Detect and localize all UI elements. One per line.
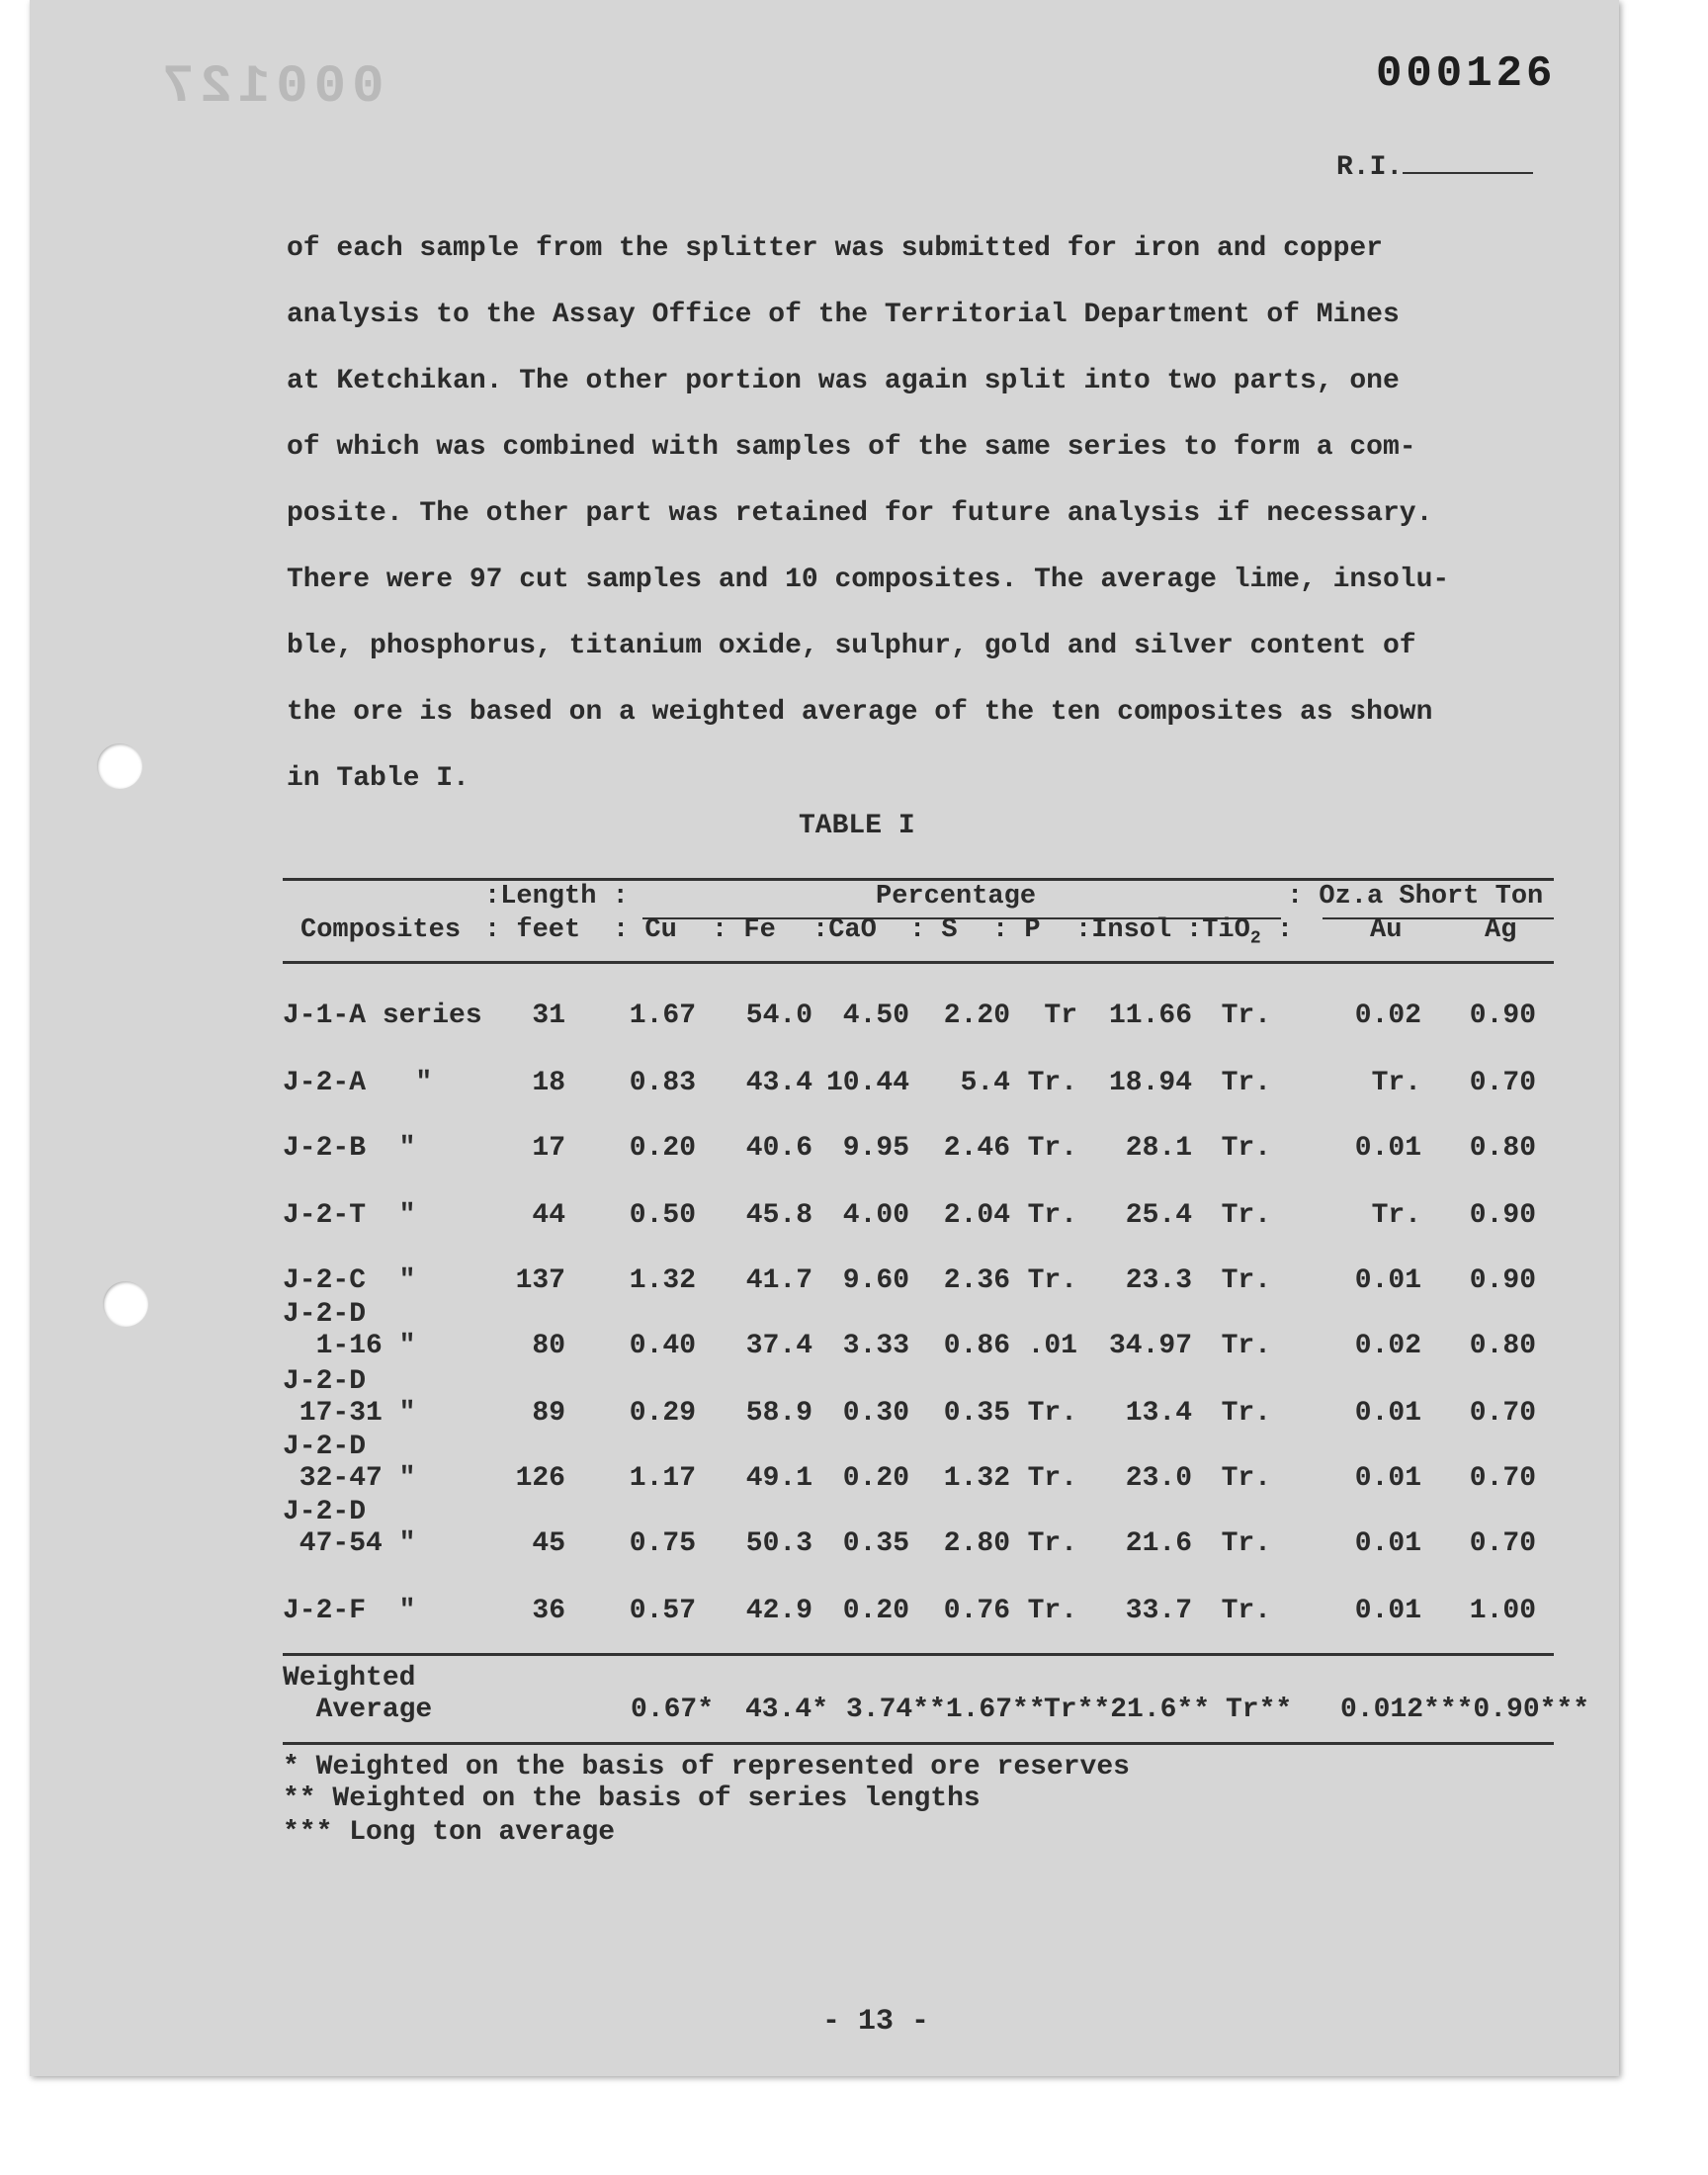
cell-cao: 3.33 — [842, 1331, 909, 1361]
weighted-au-ag: 0.012***0.90*** — [1340, 1695, 1590, 1725]
header-au: Au — [1370, 915, 1403, 945]
cell-p: Tr — [1044, 1000, 1077, 1031]
cell-fe: 37.4 — [745, 1331, 812, 1361]
header-percentage: Percentage — [876, 882, 1037, 912]
row-name: 47-54 " — [283, 1528, 416, 1559]
body-line: the ore is based on a weighted average of the ten composites as shown — [287, 697, 1433, 728]
cell-p: Tr. — [1027, 1596, 1077, 1626]
cell-ag: 0.70 — [1469, 1398, 1536, 1429]
cell-tio2: Tr. — [1221, 1200, 1271, 1231]
ri-blank-line — [1403, 150, 1533, 174]
cell-insol: 23.3 — [1125, 1265, 1192, 1296]
cell-cu: 0.29 — [629, 1398, 696, 1429]
cell-ag: 1.00 — [1469, 1596, 1536, 1626]
cell-length: 36 — [532, 1596, 565, 1626]
cell-ag: 0.90 — [1469, 1265, 1536, 1296]
cell-s: 0.86 — [943, 1331, 1010, 1361]
cell-insol: 23.0 — [1125, 1463, 1192, 1494]
cell-tio2: Tr. — [1221, 1528, 1271, 1559]
row-name: J-2-F " — [283, 1596, 416, 1626]
cell-cu: 0.20 — [629, 1133, 696, 1164]
cell-tio2: Tr. — [1221, 1265, 1271, 1296]
cell-s: 1.32 — [943, 1463, 1010, 1494]
body-line: of which was combined with samples of the same series to form a com- — [287, 432, 1416, 463]
cell-ag: 0.90 — [1469, 1200, 1536, 1231]
cell-cao: 10.44 — [825, 1068, 909, 1098]
cell-fe: 54.0 — [745, 1000, 812, 1031]
cell-cu: 0.75 — [629, 1528, 696, 1559]
cell-ag: 0.70 — [1469, 1068, 1536, 1098]
cell-length: 45 — [532, 1528, 565, 1559]
cell-cu: 0.83 — [629, 1068, 696, 1098]
cell-s: 0.76 — [943, 1596, 1010, 1626]
body-line: There were 97 cut samples and 10 composites. The average lime, insolu- — [287, 565, 1450, 595]
cell-cao: 0.20 — [842, 1596, 909, 1626]
cell-length: 17 — [532, 1133, 565, 1164]
row-name: J-2-T " — [283, 1200, 416, 1231]
cell-insol: 25.4 — [1125, 1200, 1192, 1231]
header-s: : S — [909, 915, 958, 945]
document-number: 000126 — [1376, 49, 1557, 99]
cell-ag: 0.70 — [1469, 1528, 1536, 1559]
row-name-top: J-2-D — [283, 1299, 367, 1330]
row-name: 32-47 " — [283, 1463, 416, 1494]
cell-au: 0.01 — [1354, 1133, 1421, 1164]
weighted-top-rule — [283, 1653, 1554, 1656]
page-footer-number: - 13 - — [822, 2005, 930, 2039]
cell-p: Tr. — [1027, 1068, 1077, 1098]
cell-cao: 9.60 — [842, 1265, 909, 1296]
cell-tio2: Tr. — [1221, 1000, 1271, 1031]
cell-cao: 0.35 — [842, 1528, 909, 1559]
cell-insol: 13.4 — [1125, 1398, 1192, 1429]
cell-p: Tr. — [1027, 1398, 1077, 1429]
cell-au: 0.01 — [1354, 1528, 1421, 1559]
cell-s: 2.04 — [943, 1200, 1010, 1231]
cell-fe: 50.3 — [745, 1528, 812, 1559]
header-cu: : Cu — [613, 915, 677, 945]
header-oz-short-ton: : Oz.a Short Ton — [1287, 882, 1544, 912]
cell-length: 126 — [515, 1463, 565, 1494]
cell-cu: 1.17 — [629, 1463, 696, 1494]
header-length: :Length : — [484, 882, 629, 912]
cell-fe: 58.9 — [745, 1398, 812, 1429]
cell-s: 2.20 — [943, 1000, 1010, 1031]
header-p: : P — [992, 915, 1041, 945]
row-name: 17-31 " — [283, 1398, 416, 1429]
cell-p: Tr. — [1027, 1200, 1077, 1231]
row-name-top: J-2-D — [283, 1432, 367, 1462]
oz-underline — [1323, 917, 1554, 919]
row-name: J-2-B " — [283, 1133, 416, 1164]
row-name: J-2-C " — [283, 1265, 416, 1296]
header-insol: :Insol — [1075, 915, 1172, 945]
body-line: in Table I. — [287, 763, 470, 794]
body-paragraph — [287, 216, 1473, 812]
weighted-tio2: Tr** — [1226, 1695, 1293, 1725]
cell-s: 2.46 — [943, 1133, 1010, 1164]
cell-cu: 0.57 — [629, 1596, 696, 1626]
cell-length: 137 — [515, 1265, 565, 1296]
footnote: ** Weighted on the basis of series lengths — [283, 1784, 981, 1814]
cell-au: 0.02 — [1354, 1331, 1421, 1361]
body-line: at Ketchikan. The other portion was again split into two parts, one — [287, 366, 1400, 396]
row-name: J-2-A " — [283, 1068, 433, 1098]
cell-cao: 0.30 — [842, 1398, 909, 1429]
cell-ag: 0.70 — [1469, 1463, 1536, 1494]
cell-length: 18 — [532, 1068, 565, 1098]
weighted-label: Average — [283, 1695, 433, 1725]
cell-p: Tr. — [1027, 1528, 1077, 1559]
cell-s: 2.36 — [943, 1265, 1010, 1296]
cell-cu: 0.50 — [629, 1200, 696, 1231]
footnote: *** Long ton average — [283, 1817, 616, 1848]
bleed-through-number: 000127 — [156, 57, 384, 118]
body-line: analysis to the Assay Office of the Territorial Department of Mines — [287, 300, 1400, 330]
header-feet: : feet — [484, 915, 581, 945]
table-top-rule — [283, 878, 1554, 881]
weighted-label-top: Weighted — [283, 1663, 416, 1694]
cell-length: 44 — [532, 1200, 565, 1231]
weighted-fe: 43.4* — [745, 1695, 829, 1725]
body-line: of each sample from the splitter was submitted for iron and copper — [287, 233, 1383, 264]
cell-p: .01 — [1027, 1331, 1077, 1361]
cell-length: 89 — [532, 1398, 565, 1429]
header-composites: Composites — [300, 915, 462, 945]
weighted-p-insol: Tr**21.6** — [1044, 1695, 1211, 1725]
cell-p: Tr. — [1027, 1133, 1077, 1164]
cell-p: Tr. — [1027, 1463, 1077, 1494]
cell-au: 0.01 — [1354, 1463, 1421, 1494]
cell-p: Tr. — [1027, 1265, 1077, 1296]
header-ag: Ag — [1485, 915, 1517, 945]
cell-cu: 1.67 — [629, 1000, 696, 1031]
cell-tio2: Tr. — [1221, 1463, 1271, 1494]
cell-length: 80 — [532, 1331, 565, 1361]
cell-au: 0.01 — [1354, 1265, 1421, 1296]
cell-insol: 18.94 — [1108, 1068, 1192, 1098]
cell-fe: 45.8 — [745, 1200, 812, 1231]
cell-insol: 34.97 — [1108, 1331, 1192, 1361]
header-cao: :CaO — [812, 915, 877, 945]
cell-fe: 40.6 — [745, 1133, 812, 1164]
cell-tio2: Tr. — [1221, 1068, 1271, 1098]
cell-tio2: Tr. — [1221, 1331, 1271, 1361]
cell-fe: 41.7 — [745, 1265, 812, 1296]
punch-hole-bottom — [103, 1281, 148, 1327]
header-tio2: :TiO$_2$ : — [1186, 915, 1294, 949]
cell-cao: 9.95 — [842, 1133, 909, 1164]
cell-insol: 11.66 — [1108, 1000, 1192, 1031]
cell-insol: 21.6 — [1125, 1528, 1192, 1559]
cell-tio2: Tr. — [1221, 1133, 1271, 1164]
cell-cu: 1.32 — [629, 1265, 696, 1296]
row-name: 1-16 " — [283, 1331, 416, 1361]
weighted-cao-s: 3.74**1.67** — [846, 1695, 1046, 1725]
cell-au: 0.01 — [1354, 1398, 1421, 1429]
row-name-top: J-2-D — [283, 1366, 367, 1397]
cell-fe: 42.9 — [745, 1596, 812, 1626]
cell-fe: 43.4 — [745, 1068, 812, 1098]
cell-cu: 0.40 — [629, 1331, 696, 1361]
cell-cao: 4.50 — [842, 1000, 909, 1031]
cell-tio2: Tr. — [1221, 1398, 1271, 1429]
header-bottom-rule — [283, 961, 1554, 964]
cell-insol: 33.7 — [1125, 1596, 1192, 1626]
cell-au: 0.02 — [1354, 1000, 1421, 1031]
cell-length: 31 — [532, 1000, 565, 1031]
cell-ag: 0.80 — [1469, 1133, 1536, 1164]
body-line: ble, phosphorus, titanium oxide, sulphur, gold and silver content of — [287, 631, 1416, 661]
row-name-top: J-2-D — [283, 1497, 367, 1527]
cell-ag: 0.80 — [1469, 1331, 1536, 1361]
cell-s: 2.80 — [943, 1528, 1010, 1559]
ri-label: R.I. — [1336, 152, 1404, 183]
footnote: * Weighted on the basis of represented ore reserves — [283, 1752, 1130, 1783]
cell-s: 5.4 — [960, 1068, 1010, 1098]
row-name: J-1-A series — [283, 1000, 482, 1031]
cell-s: 0.35 — [943, 1398, 1010, 1429]
cell-ag: 0.90 — [1469, 1000, 1536, 1031]
table-bottom-rule — [283, 1742, 1554, 1745]
cell-tio2: Tr. — [1221, 1596, 1271, 1626]
body-line: posite. The other part was retained for future analysis if necessary. — [287, 498, 1433, 529]
cell-cao: 4.00 — [842, 1200, 909, 1231]
header-fe: : Fe — [712, 915, 776, 945]
punch-hole-top — [97, 743, 142, 789]
cell-au: 0.01 — [1354, 1596, 1421, 1626]
cell-cao: 0.20 — [842, 1463, 909, 1494]
weighted-cu: 0.67* — [631, 1695, 715, 1725]
cell-au: Tr. — [1371, 1200, 1421, 1231]
cell-fe: 49.1 — [745, 1463, 812, 1494]
table-caption: TABLE I — [799, 811, 915, 841]
cell-au: Tr. — [1371, 1068, 1421, 1098]
ri-field — [1336, 150, 1533, 183]
cell-insol: 28.1 — [1125, 1133, 1192, 1164]
